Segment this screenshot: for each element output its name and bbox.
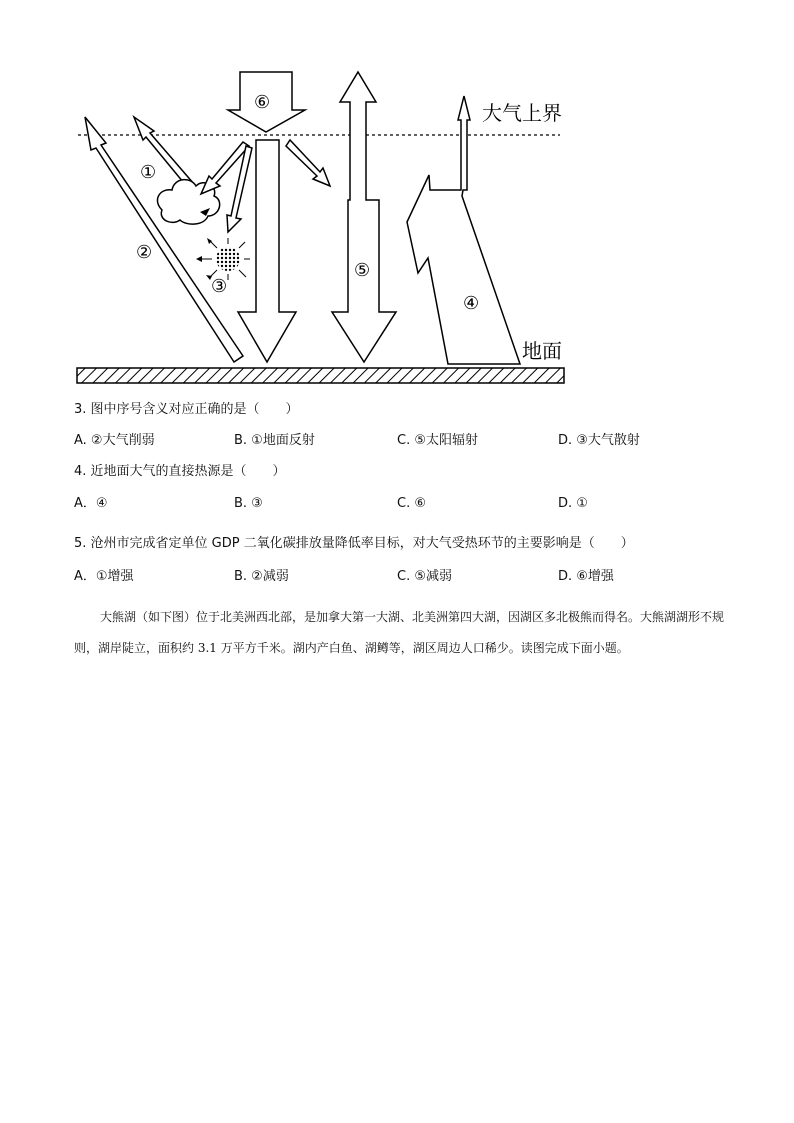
question-4-option-d: D. ① bbox=[558, 496, 588, 511]
question-4-option-b: B. ③ bbox=[234, 496, 263, 511]
question-4-option-a: A．④ bbox=[74, 496, 108, 511]
question-3-option-d: D. ③大气散射 bbox=[558, 433, 640, 448]
question-3-option-c: C. ⑤太阳辐射 bbox=[397, 433, 478, 448]
label-3: ③ bbox=[211, 276, 228, 297]
label-5: ⑤ bbox=[354, 260, 371, 281]
scatter-particles-icon bbox=[196, 238, 250, 280]
question-5-stem: 5. 沧州市完成省定单位 GDP 二氧化碳排放量降低率目标，对大气受热环节的主要影响是（ ） bbox=[74, 536, 634, 551]
question-3-option-a: A. ②大气削弱 bbox=[74, 433, 155, 448]
reading-passage: 大熊湖（如下图）位于北美洲西北部，是加拿大第一大湖、北美洲第四大湖，因湖区多北极熊而得名。大熊湖湖形不规则，湖岸陡立，面积约 3.1 万平方千米。湖内产白鱼、湖鳟等，湖区周边人口稀少。读图完成下面小题。 bbox=[74, 610, 725, 655]
arrow-5 bbox=[332, 72, 396, 362]
atmosphere-heating-diagram bbox=[0, 0, 794, 400]
question-4-stem: 4. 近地面大气的直接热源是（ ） bbox=[74, 464, 286, 479]
arrow-right-scatter bbox=[286, 140, 330, 186]
label-4: ④ bbox=[463, 293, 480, 314]
atmosphere-top-label: 大气上界 bbox=[482, 101, 562, 125]
label-6: ⑥ bbox=[254, 92, 271, 113]
question-3-stem: 3. 图中序号含义对应正确的是（ ） bbox=[74, 402, 299, 417]
question-5-option-d: D. ⑥增强 bbox=[558, 569, 614, 584]
label-1: ① bbox=[140, 162, 157, 183]
question-5-option-c: C. ⑤减弱 bbox=[397, 569, 452, 584]
ground-label: 地面 bbox=[522, 339, 562, 363]
label-2: ② bbox=[136, 242, 153, 263]
arrow-4-ground-radiation bbox=[407, 96, 520, 364]
question-5-option-a: A．①增强 bbox=[74, 569, 134, 584]
question-4-option-c: C. ⑥ bbox=[397, 496, 426, 511]
ground-surface bbox=[77, 368, 564, 383]
question-3-option-b: B. ①地面反射 bbox=[234, 433, 315, 448]
question-5-option-b: B. ②减弱 bbox=[234, 569, 289, 584]
